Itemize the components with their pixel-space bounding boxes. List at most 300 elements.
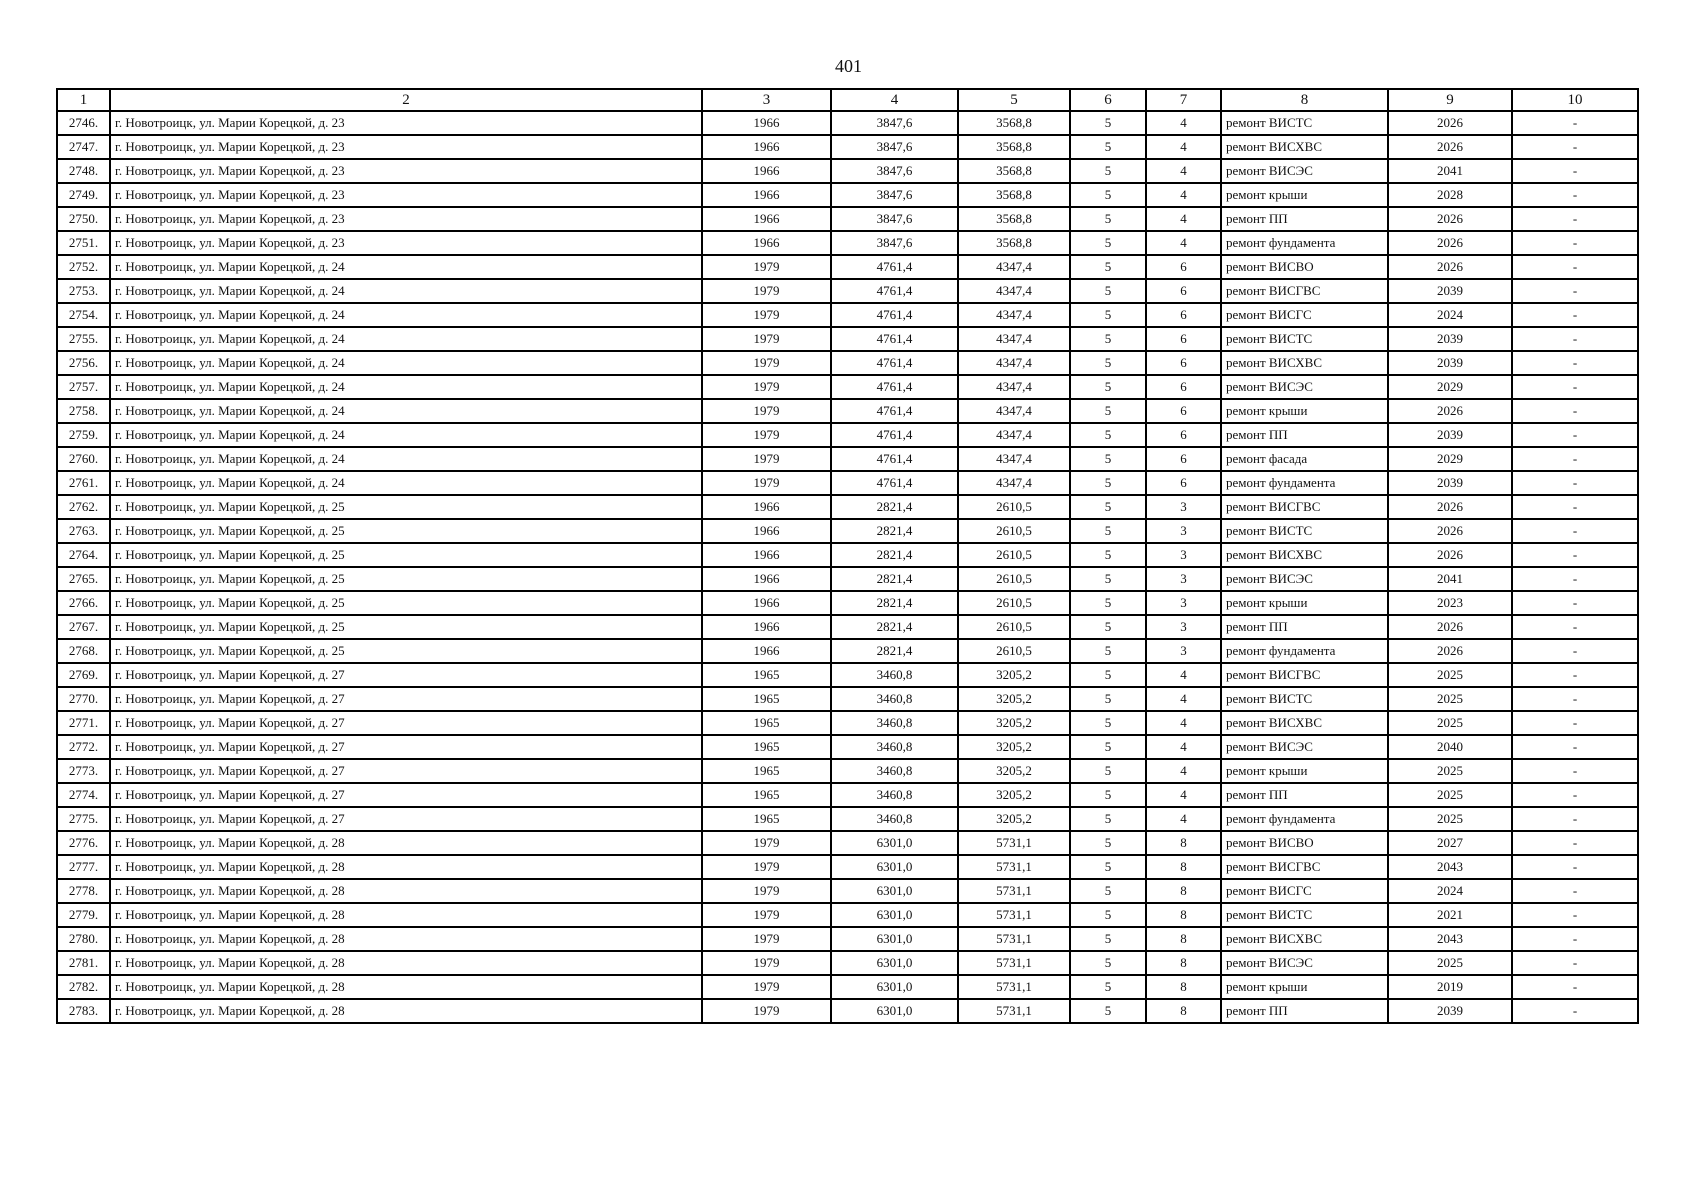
entrances-cell: 8 (1146, 855, 1221, 879)
table-row (57, 639, 1638, 663)
address-cell: г. Новотроицк, ул. Марии Корецкой, д. 27 (110, 735, 702, 759)
row-number-cell: 2767. (57, 615, 110, 639)
floors-cell: 5 (1070, 879, 1146, 903)
work-type-cell: ремонт крыши (1221, 591, 1388, 615)
note-cell: - (1512, 567, 1638, 591)
note-cell: - (1512, 231, 1638, 255)
year-built-cell: 1979 (702, 975, 831, 999)
year-built-cell: 1979 (702, 855, 831, 879)
row-number-cell: 2778. (57, 879, 110, 903)
entrances-cell: 3 (1146, 519, 1221, 543)
entrances-cell: 3 (1146, 615, 1221, 639)
row-number-cell: 2766. (57, 591, 110, 615)
floors-cell: 5 (1070, 999, 1146, 1023)
column-header-6: 6 (1070, 89, 1146, 111)
row-number-cell: 2780. (57, 927, 110, 951)
floors-cell: 5 (1070, 951, 1146, 975)
work-type-cell: ремонт ВИСЭС (1221, 159, 1388, 183)
total-area-cell: 2821,4 (831, 543, 958, 567)
work-type-cell: ремонт ВИСЭС (1221, 567, 1388, 591)
address-cell: г. Новотроицк, ул. Марии Корецкой, д. 25 (110, 519, 702, 543)
entrances-cell: 6 (1146, 423, 1221, 447)
row-number-cell: 2781. (57, 951, 110, 975)
column-header-8: 8 (1221, 89, 1388, 111)
table-row (57, 423, 1638, 447)
total-area-cell: 2821,4 (831, 639, 958, 663)
entrances-cell: 6 (1146, 327, 1221, 351)
planned-year-cell: 2024 (1388, 303, 1512, 327)
work-type-cell: ремонт фасада (1221, 447, 1388, 471)
planned-year-cell: 2019 (1388, 975, 1512, 999)
year-built-cell: 1979 (702, 951, 831, 975)
floors-cell: 5 (1070, 375, 1146, 399)
floors-cell: 5 (1070, 855, 1146, 879)
year-built-cell: 1965 (702, 663, 831, 687)
planned-year-cell: 2025 (1388, 687, 1512, 711)
floors-cell: 5 (1070, 207, 1146, 231)
address-cell: г. Новотроицк, ул. Марии Корецкой, д. 27 (110, 711, 702, 735)
work-type-cell: ремонт крыши (1221, 759, 1388, 783)
row-number-cell: 2769. (57, 663, 110, 687)
entrances-cell: 8 (1146, 975, 1221, 999)
total-area-cell: 2821,4 (831, 615, 958, 639)
entrances-cell: 4 (1146, 231, 1221, 255)
address-cell: г. Новотроицк, ул. Марии Корецкой, д. 28 (110, 879, 702, 903)
year-built-cell: 1966 (702, 495, 831, 519)
column-header-9: 9 (1388, 89, 1512, 111)
entrances-cell: 4 (1146, 183, 1221, 207)
year-built-cell: 1979 (702, 999, 831, 1023)
living-area-cell: 3205,2 (958, 711, 1070, 735)
planned-year-cell: 2026 (1388, 639, 1512, 663)
total-area-cell: 6301,0 (831, 975, 958, 999)
planned-year-cell: 2043 (1388, 927, 1512, 951)
row-number-cell: 2775. (57, 807, 110, 831)
living-area-cell: 2610,5 (958, 495, 1070, 519)
floors-cell: 5 (1070, 687, 1146, 711)
living-area-cell: 3205,2 (958, 783, 1070, 807)
total-area-cell: 2821,4 (831, 591, 958, 615)
planned-year-cell: 2021 (1388, 903, 1512, 927)
note-cell: - (1512, 975, 1638, 999)
living-area-cell: 4347,4 (958, 303, 1070, 327)
floors-cell: 5 (1070, 183, 1146, 207)
floors-cell: 5 (1070, 255, 1146, 279)
entrances-cell: 6 (1146, 351, 1221, 375)
row-number-cell: 2773. (57, 759, 110, 783)
table-row (57, 543, 1638, 567)
entrances-cell: 8 (1146, 879, 1221, 903)
year-built-cell: 1965 (702, 687, 831, 711)
planned-year-cell: 2041 (1388, 567, 1512, 591)
total-area-cell: 6301,0 (831, 927, 958, 951)
planned-year-cell: 2026 (1388, 111, 1512, 135)
table-row (57, 519, 1638, 543)
year-built-cell: 1965 (702, 735, 831, 759)
work-type-cell: ремонт ВИСТС (1221, 327, 1388, 351)
living-area-cell: 3568,8 (958, 111, 1070, 135)
planned-year-cell: 2026 (1388, 231, 1512, 255)
address-cell: г. Новотроицк, ул. Марии Корецкой, д. 28 (110, 903, 702, 927)
address-cell: г. Новотроицк, ул. Марии Корецкой, д. 23 (110, 135, 702, 159)
living-area-cell: 4347,4 (958, 351, 1070, 375)
column-header-10: 10 (1512, 89, 1638, 111)
living-area-cell: 4347,4 (958, 279, 1070, 303)
planned-year-cell: 2041 (1388, 159, 1512, 183)
work-type-cell: ремонт ВИСЭС (1221, 735, 1388, 759)
total-area-cell: 2821,4 (831, 495, 958, 519)
note-cell: - (1512, 759, 1638, 783)
floors-cell: 5 (1070, 423, 1146, 447)
table-row (57, 207, 1638, 231)
living-area-cell: 4347,4 (958, 327, 1070, 351)
table-row (57, 735, 1638, 759)
living-area-cell: 5731,1 (958, 999, 1070, 1023)
entrances-cell: 6 (1146, 471, 1221, 495)
living-area-cell: 4347,4 (958, 375, 1070, 399)
note-cell: - (1512, 591, 1638, 615)
year-built-cell: 1979 (702, 903, 831, 927)
table-row (57, 951, 1638, 975)
total-area-cell: 2821,4 (831, 519, 958, 543)
work-type-cell: ремонт ВИСГВС (1221, 495, 1388, 519)
floors-cell: 5 (1070, 447, 1146, 471)
total-area-cell: 2821,4 (831, 567, 958, 591)
entrances-cell: 6 (1146, 447, 1221, 471)
work-type-cell: ремонт фундамента (1221, 471, 1388, 495)
living-area-cell: 5731,1 (958, 975, 1070, 999)
floors-cell: 5 (1070, 543, 1146, 567)
floors-cell: 5 (1070, 111, 1146, 135)
entrances-cell: 8 (1146, 927, 1221, 951)
note-cell: - (1512, 279, 1638, 303)
work-type-cell: ремонт ПП (1221, 423, 1388, 447)
total-area-cell: 3847,6 (831, 231, 958, 255)
work-type-cell: ремонт ВИСГВС (1221, 279, 1388, 303)
address-cell: г. Новотроицк, ул. Марии Корецкой, д. 27 (110, 783, 702, 807)
total-area-cell: 3460,8 (831, 783, 958, 807)
column-header-7: 7 (1146, 89, 1221, 111)
entrances-cell: 4 (1146, 111, 1221, 135)
row-number-cell: 2782. (57, 975, 110, 999)
living-area-cell: 4347,4 (958, 423, 1070, 447)
floors-cell: 5 (1070, 615, 1146, 639)
table-row (57, 831, 1638, 855)
total-area-cell: 4761,4 (831, 375, 958, 399)
total-area-cell: 4761,4 (831, 327, 958, 351)
entrances-cell: 4 (1146, 135, 1221, 159)
total-area-cell: 4761,4 (831, 423, 958, 447)
total-area-cell: 4761,4 (831, 351, 958, 375)
note-cell: - (1512, 207, 1638, 231)
year-built-cell: 1979 (702, 471, 831, 495)
address-cell: г. Новотроицк, ул. Марии Корецкой, д. 28 (110, 999, 702, 1023)
column-header-4: 4 (831, 89, 958, 111)
year-built-cell: 1979 (702, 447, 831, 471)
table-row (57, 399, 1638, 423)
year-built-cell: 1966 (702, 519, 831, 543)
floors-cell: 5 (1070, 591, 1146, 615)
floors-cell: 5 (1070, 327, 1146, 351)
table-row (57, 159, 1638, 183)
row-number-cell: 2774. (57, 783, 110, 807)
planned-year-cell: 2025 (1388, 807, 1512, 831)
entrances-cell: 3 (1146, 495, 1221, 519)
planned-year-cell: 2026 (1388, 543, 1512, 567)
planned-year-cell: 2026 (1388, 495, 1512, 519)
entrances-cell: 6 (1146, 303, 1221, 327)
row-number-cell: 2765. (57, 567, 110, 591)
total-area-cell: 6301,0 (831, 951, 958, 975)
table-row (57, 615, 1638, 639)
work-type-cell: ремонт ВИСХВС (1221, 543, 1388, 567)
note-cell: - (1512, 855, 1638, 879)
floors-cell: 5 (1070, 783, 1146, 807)
total-area-cell: 3847,6 (831, 135, 958, 159)
row-number-cell: 2760. (57, 447, 110, 471)
note-cell: - (1512, 687, 1638, 711)
floors-cell: 5 (1070, 903, 1146, 927)
note-cell: - (1512, 255, 1638, 279)
total-area-cell: 4761,4 (831, 303, 958, 327)
entrances-cell: 8 (1146, 831, 1221, 855)
year-built-cell: 1966 (702, 567, 831, 591)
entrances-cell: 3 (1146, 567, 1221, 591)
planned-year-cell: 2043 (1388, 855, 1512, 879)
year-built-cell: 1965 (702, 759, 831, 783)
work-type-cell: ремонт ВИСХВС (1221, 135, 1388, 159)
planned-year-cell: 2023 (1388, 591, 1512, 615)
table-row (57, 567, 1638, 591)
total-area-cell: 6301,0 (831, 903, 958, 927)
table-row (57, 807, 1638, 831)
work-type-cell: ремонт ВИСХВС (1221, 351, 1388, 375)
work-type-cell: ремонт ВИСВО (1221, 255, 1388, 279)
planned-year-cell: 2027 (1388, 831, 1512, 855)
row-number-cell: 2756. (57, 351, 110, 375)
note-cell: - (1512, 111, 1638, 135)
planned-year-cell: 2028 (1388, 183, 1512, 207)
entrances-cell: 3 (1146, 639, 1221, 663)
work-type-cell: ремонт ВИСГС (1221, 879, 1388, 903)
work-type-cell: ремонт ПП (1221, 207, 1388, 231)
entrances-cell: 4 (1146, 207, 1221, 231)
address-cell: г. Новотроицк, ул. Марии Корецкой, д. 24 (110, 351, 702, 375)
floors-cell: 5 (1070, 711, 1146, 735)
work-type-cell: ремонт крыши (1221, 975, 1388, 999)
row-number-cell: 2751. (57, 231, 110, 255)
year-built-cell: 1979 (702, 279, 831, 303)
work-type-cell: ремонт ВИСЭС (1221, 375, 1388, 399)
entrances-cell: 4 (1146, 687, 1221, 711)
work-type-cell: ремонт ПП (1221, 783, 1388, 807)
year-built-cell: 1966 (702, 183, 831, 207)
note-cell: - (1512, 999, 1638, 1023)
entrances-cell: 6 (1146, 279, 1221, 303)
table-row (57, 783, 1638, 807)
year-built-cell: 1966 (702, 135, 831, 159)
floors-cell: 5 (1070, 303, 1146, 327)
floors-cell: 5 (1070, 927, 1146, 951)
year-built-cell: 1965 (702, 711, 831, 735)
work-type-cell: ремонт ПП (1221, 615, 1388, 639)
note-cell: - (1512, 831, 1638, 855)
row-number-cell: 2746. (57, 111, 110, 135)
address-cell: г. Новотроицк, ул. Марии Корецкой, д. 23 (110, 207, 702, 231)
planned-year-cell: 2039 (1388, 351, 1512, 375)
living-area-cell: 3205,2 (958, 735, 1070, 759)
row-number-cell: 2747. (57, 135, 110, 159)
year-built-cell: 1966 (702, 207, 831, 231)
year-built-cell: 1979 (702, 303, 831, 327)
table-row (57, 111, 1638, 135)
living-area-cell: 3568,8 (958, 159, 1070, 183)
note-cell: - (1512, 471, 1638, 495)
note-cell: - (1512, 711, 1638, 735)
table-row (57, 927, 1638, 951)
row-number-cell: 2750. (57, 207, 110, 231)
planned-year-cell: 2025 (1388, 783, 1512, 807)
total-area-cell: 4761,4 (831, 279, 958, 303)
work-type-cell: ремонт ВИСГС (1221, 303, 1388, 327)
table-row (57, 711, 1638, 735)
floors-cell: 5 (1070, 831, 1146, 855)
planned-year-cell: 2039 (1388, 423, 1512, 447)
floors-cell: 5 (1070, 639, 1146, 663)
floors-cell: 5 (1070, 399, 1146, 423)
year-built-cell: 1979 (702, 879, 831, 903)
planned-year-cell: 2025 (1388, 711, 1512, 735)
page-number: 401 (835, 56, 862, 76)
address-cell: г. Новотроицк, ул. Марии Корецкой, д. 27 (110, 663, 702, 687)
total-area-cell: 4761,4 (831, 471, 958, 495)
work-type-cell: ремонт ВИСВО (1221, 831, 1388, 855)
living-area-cell: 5731,1 (958, 855, 1070, 879)
column-header-2: 2 (110, 89, 702, 111)
row-number-cell: 2761. (57, 471, 110, 495)
row-number-cell: 2749. (57, 183, 110, 207)
total-area-cell: 3460,8 (831, 663, 958, 687)
year-built-cell: 1965 (702, 783, 831, 807)
table-row (57, 759, 1638, 783)
address-cell: г. Новотроицк, ул. Марии Корецкой, д. 25 (110, 567, 702, 591)
total-area-cell: 4761,4 (831, 447, 958, 471)
work-type-cell: ремонт ВИСГВС (1221, 663, 1388, 687)
work-type-cell: ремонт крыши (1221, 183, 1388, 207)
year-built-cell: 1966 (702, 639, 831, 663)
total-area-cell: 3847,6 (831, 159, 958, 183)
living-area-cell: 4347,4 (958, 471, 1070, 495)
living-area-cell: 3205,2 (958, 687, 1070, 711)
table-row (57, 279, 1638, 303)
table-header-row (57, 89, 1638, 111)
address-cell: г. Новотроицк, ул. Марии Корецкой, д. 28 (110, 951, 702, 975)
address-cell: г. Новотроицк, ул. Марии Корецкой, д. 25 (110, 543, 702, 567)
address-cell: г. Новотроицк, ул. Марии Корецкой, д. 27 (110, 807, 702, 831)
work-type-cell: ремонт ПП (1221, 999, 1388, 1023)
note-cell: - (1512, 663, 1638, 687)
address-cell: г. Новотроицк, ул. Марии Корецкой, д. 24 (110, 447, 702, 471)
row-number-cell: 2777. (57, 855, 110, 879)
row-number-cell: 2762. (57, 495, 110, 519)
work-type-cell: ремонт ВИСЭС (1221, 951, 1388, 975)
entrances-cell: 8 (1146, 903, 1221, 927)
living-area-cell: 3568,8 (958, 231, 1070, 255)
living-area-cell: 2610,5 (958, 591, 1070, 615)
total-area-cell: 3460,8 (831, 711, 958, 735)
planned-year-cell: 2040 (1388, 735, 1512, 759)
note-cell: - (1512, 423, 1638, 447)
table-row (57, 663, 1638, 687)
floors-cell: 5 (1070, 231, 1146, 255)
table-row (57, 183, 1638, 207)
year-built-cell: 1979 (702, 927, 831, 951)
year-built-cell: 1966 (702, 615, 831, 639)
floors-cell: 5 (1070, 567, 1146, 591)
address-cell: г. Новотроицк, ул. Марии Корецкой, д. 28 (110, 975, 702, 999)
living-area-cell: 4347,4 (958, 255, 1070, 279)
work-type-cell: ремонт ВИСТС (1221, 687, 1388, 711)
note-cell: - (1512, 399, 1638, 423)
work-type-cell: ремонт фундамента (1221, 639, 1388, 663)
table-row (57, 879, 1638, 903)
total-area-cell: 3847,6 (831, 111, 958, 135)
table-row (57, 327, 1638, 351)
address-cell: г. Новотроицк, ул. Марии Корецкой, д. 23 (110, 159, 702, 183)
year-built-cell: 1966 (702, 231, 831, 255)
table-row (57, 855, 1638, 879)
address-cell: г. Новотроицк, ул. Марии Корецкой, д. 28 (110, 831, 702, 855)
year-built-cell: 1979 (702, 399, 831, 423)
living-area-cell: 5731,1 (958, 879, 1070, 903)
note-cell: - (1512, 543, 1638, 567)
living-area-cell: 3205,2 (958, 663, 1070, 687)
address-cell: г. Новотроицк, ул. Марии Корецкой, д. 28 (110, 927, 702, 951)
total-area-cell: 4761,4 (831, 399, 958, 423)
table-row (57, 591, 1638, 615)
living-area-cell: 2610,5 (958, 615, 1070, 639)
address-cell: г. Новотроицк, ул. Марии Корецкой, д. 24 (110, 471, 702, 495)
address-cell: г. Новотроицк, ул. Марии Корецкой, д. 25 (110, 615, 702, 639)
living-area-cell: 2610,5 (958, 543, 1070, 567)
planned-year-cell: 2025 (1388, 663, 1512, 687)
planned-year-cell: 2025 (1388, 951, 1512, 975)
living-area-cell: 5731,1 (958, 831, 1070, 855)
floors-cell: 5 (1070, 495, 1146, 519)
address-cell: г. Новотроицк, ул. Марии Корецкой, д. 25 (110, 591, 702, 615)
year-built-cell: 1965 (702, 807, 831, 831)
column-header-3: 3 (702, 89, 831, 111)
year-built-cell: 1979 (702, 351, 831, 375)
entrances-cell: 6 (1146, 375, 1221, 399)
table-row (57, 903, 1638, 927)
address-cell: г. Новотроицк, ул. Марии Корецкой, д. 27 (110, 759, 702, 783)
living-area-cell: 4347,4 (958, 399, 1070, 423)
row-number-cell: 2748. (57, 159, 110, 183)
table-row (57, 687, 1638, 711)
table-row (57, 255, 1638, 279)
living-area-cell: 3568,8 (958, 207, 1070, 231)
table-row (57, 303, 1638, 327)
note-cell: - (1512, 903, 1638, 927)
row-number-cell: 2770. (57, 687, 110, 711)
year-built-cell: 1966 (702, 111, 831, 135)
planned-year-cell: 2026 (1388, 615, 1512, 639)
row-number-cell: 2753. (57, 279, 110, 303)
total-area-cell: 6301,0 (831, 855, 958, 879)
table-row (57, 135, 1638, 159)
note-cell: - (1512, 615, 1638, 639)
